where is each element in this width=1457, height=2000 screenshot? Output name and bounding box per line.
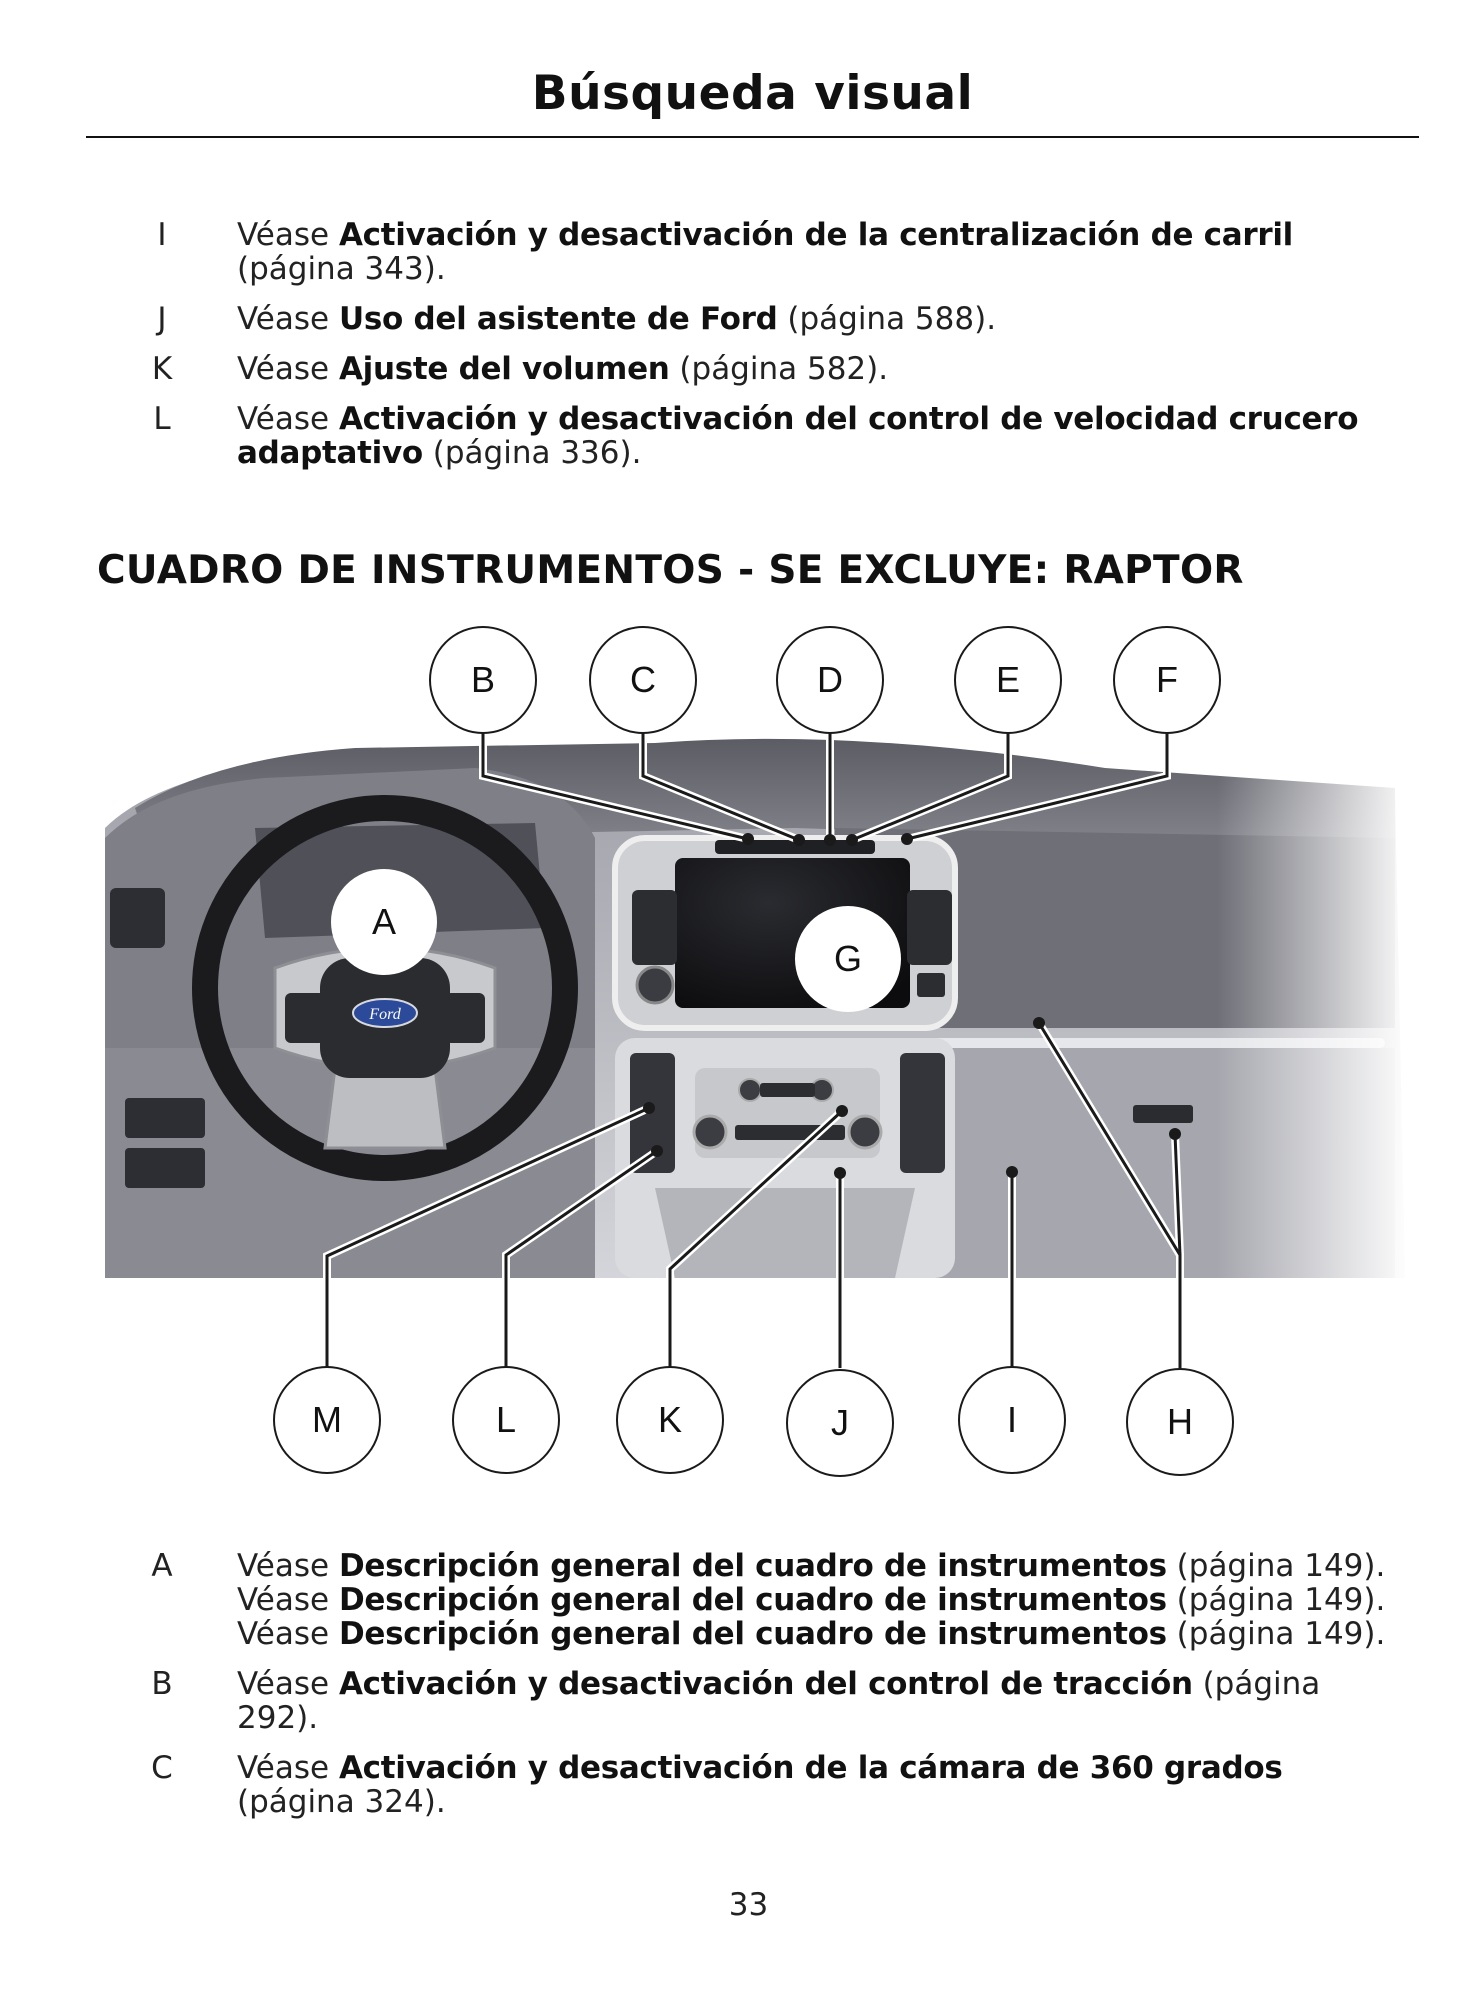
list-item	[0, 218, 1457, 286]
list-item	[0, 1667, 1457, 1735]
entry-text: Véase Activación y desactivación de la cámara de 360 grados (página 324).	[237, 1750, 1283, 1820]
entry-key: B	[151, 1666, 173, 1702]
entry-key: K	[151, 351, 173, 387]
callout-h: H	[1126, 1368, 1234, 1476]
entry-link[interactable]: Activación y desactivación del control de tracción	[338, 1666, 1193, 1702]
callout-k: K	[616, 1366, 724, 1474]
callout-a: A	[331, 869, 437, 975]
entry-link[interactable]: Uso del asistente de Ford	[338, 301, 778, 337]
entries-top	[0, 218, 1457, 486]
entry-link[interactable]: Activación y desactivación de la cámara de 360 grados	[338, 1750, 1283, 1786]
callout-b: B	[429, 626, 537, 734]
entry-key: A	[151, 1548, 173, 1584]
entry-key: J	[157, 301, 167, 337]
callout-m: M	[273, 1366, 381, 1474]
list-item	[0, 1751, 1457, 1819]
entry-link[interactable]: Ajuste del volumen	[338, 351, 670, 387]
callout-i: I	[958, 1366, 1066, 1474]
callout-d: D	[776, 626, 884, 734]
page-title: Búsqueda visual	[531, 66, 974, 121]
callout-j: J	[786, 1369, 894, 1477]
list-item	[0, 302, 1457, 336]
section-title: CUADRO DE INSTRUMENTOS - SE EXCLUYE: RAPTOR	[97, 548, 1244, 593]
entry-link[interactable]: Descripción general del cuadro de instrumentos	[338, 1582, 1167, 1618]
page-number: 33	[728, 1887, 769, 1923]
list-item	[0, 352, 1457, 386]
entry-text: Véase Descripción general del cuadro de instrumentos (página 149). Véase Descripción general del cuadro de instrumentos (página 149). Véase Descripción general del cuadro de instrumentos (página 149).	[237, 1548, 1386, 1652]
list-item	[0, 402, 1457, 470]
entry-key: C	[151, 1750, 173, 1786]
page-header	[86, 64, 1419, 138]
list-item	[0, 1549, 1457, 1651]
entry-text: Véase Ajuste del volumen (página 582).	[237, 351, 889, 387]
entry-text: Véase Activación y desactivación de la centralización de carril (página 343).	[237, 217, 1293, 287]
callout-e: E	[954, 626, 1062, 734]
callout-c: C	[589, 626, 697, 734]
callout-l: L	[452, 1366, 560, 1474]
entry-text: Véase Activación y desactivación del control de velocidad crucero adaptativo (página 336).	[237, 401, 1359, 471]
entry-link[interactable]: Activación y desactivación de la centralización de carril	[338, 217, 1293, 253]
dashboard-illustration	[95, 628, 1415, 1488]
entry-text: Véase Activación y desactivación del control de tracción (página 292).	[237, 1666, 1321, 1736]
callout-g: G	[795, 906, 901, 1012]
dashboard-drawing	[95, 628, 1415, 1488]
entry-key: L	[153, 401, 171, 437]
right-fade	[95, 628, 1415, 1328]
entry-text: Véase Uso del asistente de Ford (página 588).	[237, 301, 997, 337]
callout-f: F	[1113, 626, 1221, 734]
entry-link[interactable]: Descripción general del cuadro de instrumentos	[338, 1616, 1167, 1652]
entries-bottom	[0, 1549, 1457, 1835]
entry-key: I	[157, 217, 167, 253]
entry-link[interactable]: Descripción general del cuadro de instrumentos	[338, 1548, 1167, 1584]
entry-link[interactable]: Activación y desactivación del control de velocidad crucero adaptativo	[237, 401, 1359, 471]
